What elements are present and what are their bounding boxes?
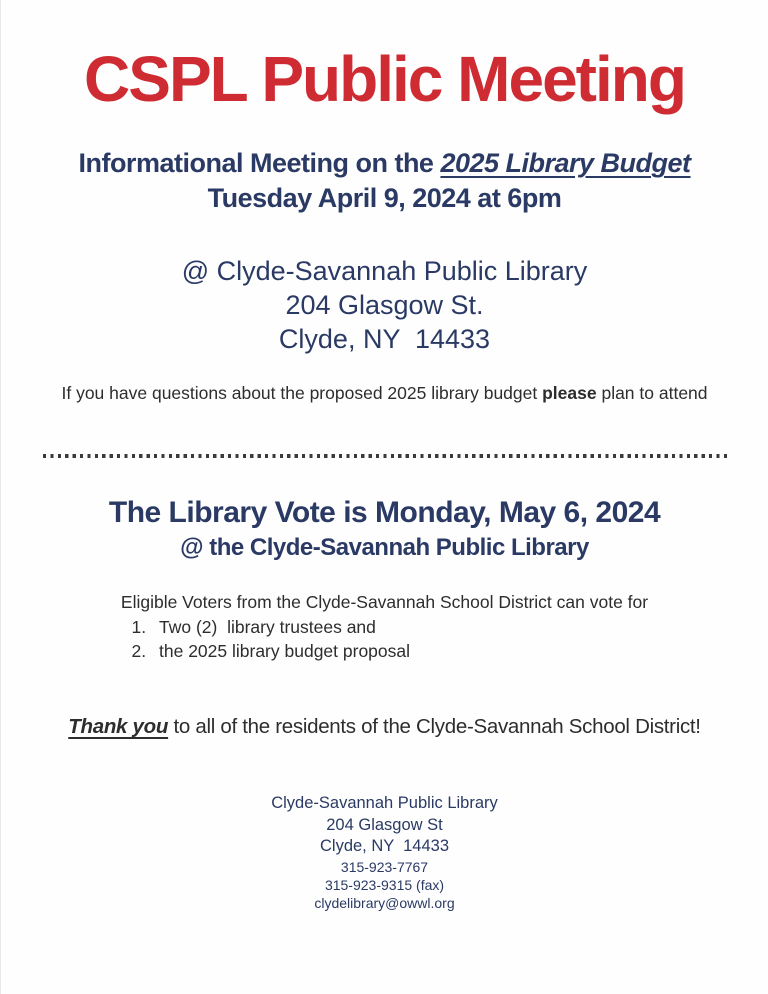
location-line2: 204 Glasgow St. [285,290,484,321]
voters-list-item: 1. Two (2) library trustees and [151,616,768,640]
meeting-line1 [1,146,768,181]
voters-list-item: 2. the 2025 library budget proposal [151,640,768,664]
attend-note-prefix: If you have questions about the proposed 2025 library budget [61,382,543,403]
vote-subheading: @ the Clyde-Savannah Public Library [180,534,589,562]
attend-note-suffix: plan to attend [596,382,708,403]
thanks-line [1,715,768,739]
contact-street: 204 Glasgow St [326,815,443,834]
contact-name: Clyde-Savannah Public Library [271,794,498,813]
location-line3: Clyde, NY 14433 [278,323,491,354]
budget-emphasis: 2025 Library Budget [440,148,691,179]
meeting-line2: Tuesday April 9, 2024 at 6pm [207,182,562,213]
contact-phone: 315-923-7767 [340,858,429,875]
meeting-heading [1,146,768,215]
contact-fax: 315-923-9315 (fax) [324,876,445,893]
dotted-divider [43,454,727,458]
contact-city: Clyde, NY 14433 [319,837,450,856]
attend-note-bold: please [542,382,597,403]
thanks-text: to all of the residents of the Clyde-Savannah School District! [168,715,701,739]
vote-heading: The Library Vote is Monday, May 6, 2024 [108,495,661,529]
contact-block [1,793,768,912]
thanks-emphasis: Thank you [68,715,169,739]
voters-intro: Eligible Voters from the Clyde-Savannah School District can vote for [120,592,649,613]
meeting-line1-prefix: Informational Meeting on the [78,148,441,179]
attend-note [1,383,768,404]
voters-list [1,616,768,663]
location-line1: @ Clyde-Savannah Public Library [181,256,588,287]
contact-email: clydelibrary@owwl.org [314,895,455,912]
meeting-location [1,255,768,356]
flyer-title: CSPL Public Meeting [84,43,685,115]
